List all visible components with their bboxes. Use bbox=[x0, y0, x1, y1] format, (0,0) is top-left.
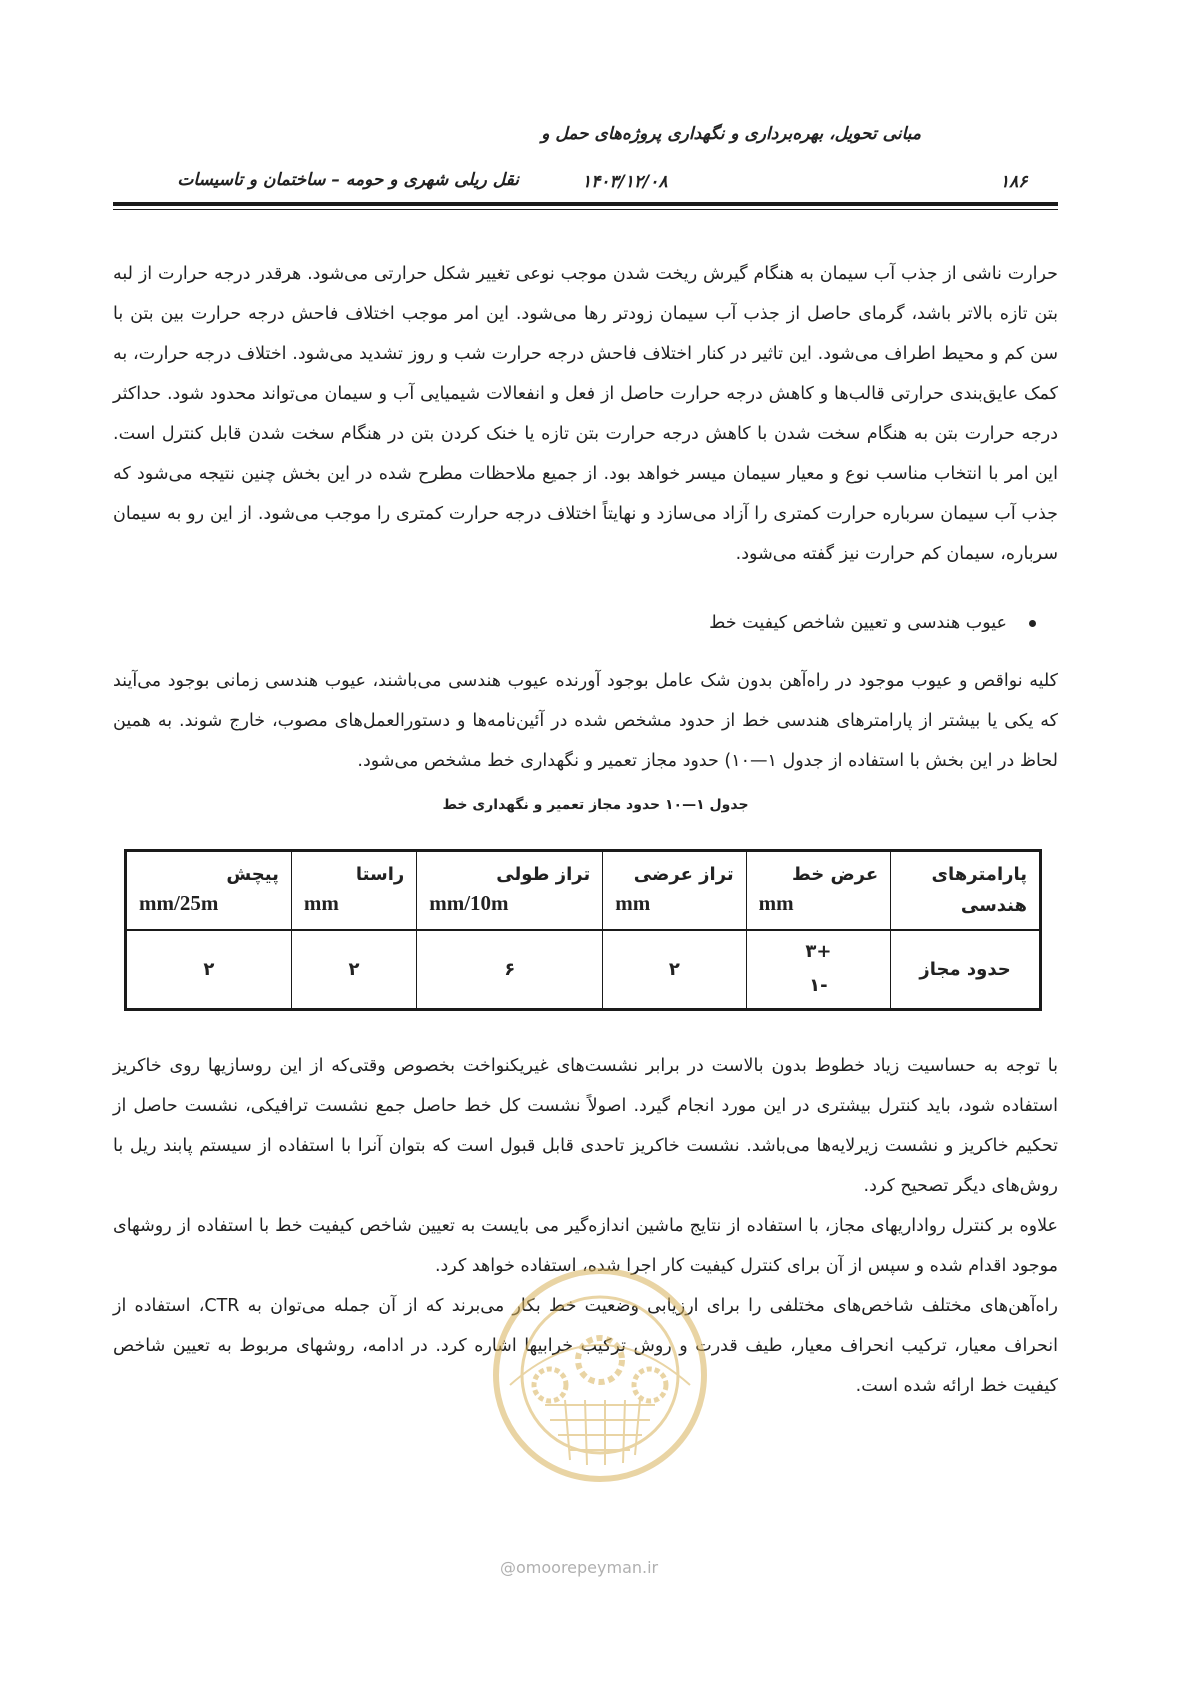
table-cell-label: حدود مجاز bbox=[891, 930, 1041, 1010]
paragraph-heat-of-hydration: حرارت ناشی از جذب آب سیمان به هنگام گیرش ریخت شدن موجب نوعی تغییر شکل حرارتی می‌شود. هرقدر درجه حرارت از لبه بتن تازه بالاتر باشد، گرمای حاصل از جذب آب سیمان زودتر رها می‌شود. این امر موجب اختلاف فاحش درجه حرارت بین بتن با سن کم و محیط اطراف می‌شود. این تاثیر در کنار اختلاف فاحش درجه حرارت شب و روز تشدید می‌شود. اختلاف درجه حرارت، به کمک عایق‌بندی حرارتی قالب‌ها و کاهش درجه حرارت حاصل از فعل و انفعالات شیمیایی آب و سیمان می‌تواند محدود شود. حداکثر درجه حرارت بتن به هنگام سخت شدن با کاهش درجه حرارت بتن تازه یا خنک کردن بتن در هنگام سخت شدن قابل کنترل است. این امر با انتخاب مناسب نوع و معیار سیمان میسر خواهد بود. از جمیع ملاحظات مطرح شده در این بخش چنین نتیجه می‌شود که جذب آب سیمان سرباره حرارت کمتری را آزاد می‌سازد و نهایتاً اختلاف درجه حرارت کمتری را موجب می‌شود. از این رو به سیمان سرباره، سیمان کم حرارت نیز گفته می‌شود. bbox=[113, 264, 1058, 564]
header-rule-thick bbox=[113, 202, 1058, 206]
table-header-row bbox=[126, 851, 1041, 930]
paragraph-quality-index: راه‌آهن‌های مختلف شاخص‌های مختلفی را برای ارزیابی وضعیت خط بکار می‌برند که از آن جمله می‌توان به CTR، استفاده از انحراف معیار، ترکیب انحراف معیار، طیف قدرت و روش ترکیب خرابیها اشاره کرد. در ادامه، روشهای مربوط به تعیین شاخص کیفیت خط ارائه شده است. bbox=[113, 1296, 1058, 1396]
table-header-cell: پارامترهای هندسی bbox=[891, 851, 1041, 930]
header-rule-thin bbox=[113, 209, 1058, 210]
table-cell-longitudinal: ۶ bbox=[417, 930, 603, 1010]
table-header-cell: پیچش mm/25m bbox=[126, 851, 292, 930]
table-header-cell: عرض خط mm bbox=[746, 851, 891, 930]
paragraph-settlement: با توجه به حساسیت زیاد خطوط بدون بالاست در برابر نشست‌های غیریکنواخت بخصوص وقتی‌که از این روسازیها روی خاکریز استفاده شود، باید کنترل بیشتری در این مورد انجام گیرد. اصولاً نشست کل خط حاصل جمع نشست ترافیکی، نشست حاصل از تحکیم خاکریز و نشست زیرلایه‌ها می‌باشد. نشست خاکریز تاحدی قابل قبول است که بتوان آنرا با استفاده از سیستم پابند ریل با روش‌های دیگر تصحیح کرد. bbox=[113, 1056, 1058, 1196]
bullet-dot-icon bbox=[1029, 620, 1036, 627]
header-title-line1: مبانی تحویل، بهره‌برداری و نگهداری پروژه‌های حمل و bbox=[541, 124, 921, 144]
table-header-cell: تراز عرضی mm bbox=[603, 851, 746, 930]
bullet-text: عیوب هندسی و تعیین شاخص کیفیت خط bbox=[709, 613, 1007, 633]
tolerance-table bbox=[124, 849, 1042, 1011]
watermark-logo-icon bbox=[490, 1265, 710, 1485]
table-cell-twist: ۲ bbox=[126, 930, 292, 1010]
bullet-item bbox=[709, 613, 1036, 633]
table-header-cell: راستا mm bbox=[291, 851, 416, 930]
watermark-url: @omoorepeyman.ir bbox=[500, 1558, 659, 1577]
table-header-cell: تراز طولی mm/10m bbox=[417, 851, 603, 930]
header-title-line2: نقل ریلی شهری و حومه – ساختمان و تاسیسات bbox=[177, 170, 519, 190]
paragraph-tolerance-control: علاوه بر کنترل رواداریهای مجاز، با استفاده از نتایج ماشین اندازه‌گیر می بایست به تعیین شاخص کیفیت خط با استفاده از روشهای موجود اقدام شده و سپس از آن برای کنترل کیفیت کار اجرا شده، استفاده خواهد کرد. bbox=[113, 1216, 1058, 1276]
paragraph-geometric-defects: کلیه نواقص و عیوب موجود در راه‌آهن بدون شک عامل بوجود آورنده عیوب هندسی می‌باشند، عیوب هندسی زمانی بوجود می‌آیند که یکی یا بیشتر از پارامترهای هندسی خط از حدود مشخص شده در آئین‌نامه‌ها و دستورالعمل‌های مصوب، خارج شوند. به همین لحاظ در این بخش با استفاده از جدول ۱—۱۰) حدود مجاز تعمیر و نگهداری خط مشخص می‌شود. bbox=[113, 671, 1058, 771]
table-cell-gauge: +۳ -۱ bbox=[746, 930, 891, 1010]
table-cell-cross-level: ۲ bbox=[603, 930, 746, 1010]
table-row bbox=[126, 930, 1041, 1010]
table-caption: جدول ۱—۱۰ حدود مجاز تعمیر و نگهداری خط bbox=[442, 797, 749, 813]
page-number: ۱۸۶ bbox=[1000, 172, 1028, 192]
header-date: ۱۴۰۳/۱۲/۰۸ bbox=[582, 172, 668, 192]
table-cell-alignment: ۲ bbox=[291, 930, 416, 1010]
